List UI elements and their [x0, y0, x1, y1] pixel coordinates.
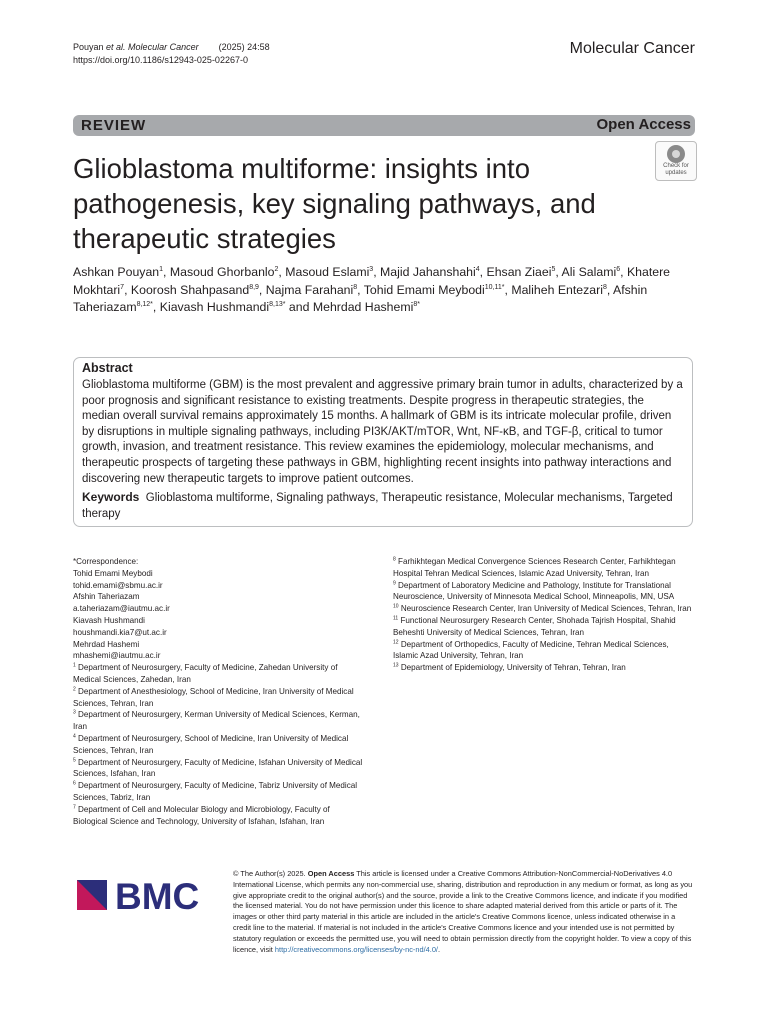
- footnote-number: 2: [73, 686, 76, 693]
- footnote-text: Department of Neurosurgery, School of Medicine, Iran University of Medical Sciences, Tehran, Iran: [73, 733, 349, 755]
- footnote-text: Department of Epidemiology, University of Tehran, Tehran, Iran: [400, 663, 626, 673]
- footnote-entry: [73, 650, 363, 662]
- author-affiliation-sup: 1: [159, 265, 164, 273]
- citation-year: (2025) 24:58: [218, 42, 270, 52]
- author-affiliation-sup: 5: [551, 265, 556, 273]
- badge-line2: updates: [665, 170, 687, 176]
- author-name-text: Khatere Mokhtari: [73, 265, 671, 297]
- keywords: [82, 490, 684, 522]
- footnote-number: 13: [393, 662, 399, 669]
- keywords-text: Glioblastoma multiforme, Signaling pathways, Therapeutic resistance, Molecular mechanisms, Targeted therapy: [82, 492, 673, 520]
- check-for-updates-badge[interactable]: [655, 141, 697, 181]
- citation-header: [73, 41, 270, 67]
- footnote-entry: [73, 686, 363, 710]
- author-name: [364, 283, 505, 297]
- author-name: [562, 265, 621, 279]
- footnote-number: 4: [73, 733, 76, 740]
- footnote-entry: [73, 709, 363, 733]
- footnote-text: Department of Anesthesiology, School of Medicine, Iran University of Medical Sciences, Tehran, Iran: [73, 686, 354, 708]
- footnote-text: Department of Neurosurgery, Faculty of Medicine, Zahedan University of Medical Sciences, Zahedan, Iran: [73, 663, 338, 684]
- footnote-entry: [73, 591, 363, 603]
- footnote-text: Neuroscience Research Center, Iran University of Medical Sciences, Tehran, Iran: [400, 604, 692, 614]
- author-name: [511, 283, 607, 297]
- license-open-access: Open Access: [307, 869, 355, 878]
- footnote-text: mhashemi@iautmu.ac.ir: [73, 651, 161, 661]
- author-name-text: Najma Farahani: [265, 282, 354, 297]
- keywords-label: Keywords: [82, 490, 140, 505]
- license-end: .: [437, 944, 441, 954]
- author-affiliation-sup: 8,12*: [136, 300, 153, 308]
- footnote-text: Department of Cell and Molecular Biology and Microbiology, Faculty of Biological Science and Technology, University of Isfahan, Isfahan, Iran: [73, 804, 330, 826]
- footnote-number: 9: [393, 579, 396, 586]
- footnote-entry: [73, 615, 363, 627]
- author-name: [266, 283, 357, 297]
- footnote-entry: [73, 627, 363, 639]
- badge-line1: Check for: [663, 163, 689, 169]
- author-name-text: Maliheh Entezari: [511, 282, 603, 297]
- footnote-entry: [393, 580, 693, 604]
- journal-name: Molecular Cancer: [569, 40, 695, 57]
- author-name: [131, 283, 259, 297]
- author-affiliation-sup: 6: [616, 265, 621, 273]
- author-name-text: Koorosh Shahpasand: [130, 282, 250, 297]
- footnote-entry: [73, 556, 363, 568]
- footnote-entry: [73, 757, 363, 781]
- footnote-text: houshmandi.kia7@ut.ac.ir: [73, 627, 167, 637]
- footnote-text: a.taheriazam@iautmu.ac.ir: [73, 604, 170, 614]
- author-name-text: Ashkan Pouyan: [73, 265, 160, 279]
- bmc-logo-text: BMC: [115, 876, 200, 914]
- author-name-text: Afshin Taheriazam: [73, 282, 648, 314]
- author-affiliation-sup: 8: [602, 283, 607, 291]
- author-name-text: Masoud Eslami: [285, 265, 370, 279]
- footnote-entry: [393, 556, 693, 580]
- author-affiliation-sup: 4: [475, 265, 480, 273]
- author-name-text: Kiavash Hushmandi: [159, 300, 270, 314]
- footnote-text: *Correspondence:: [73, 557, 139, 566]
- citation-journal: et al. Molecular Cancer: [106, 42, 199, 52]
- footnote-text: tohid.emami@sbmu.ac.ir: [73, 580, 163, 590]
- footnote-text: Department of Neurosurgery, Kerman University of Medical Sciences, Kerman, Iran: [73, 710, 360, 732]
- footnote-number: 3: [73, 709, 76, 716]
- author-name-text: Mehrdad Hashemi: [312, 300, 414, 314]
- footnote-entry: [73, 780, 363, 804]
- abstract-box: [73, 357, 693, 527]
- author-name-text: Ali Salami: [561, 265, 617, 279]
- footnotes-left: [73, 556, 363, 827]
- footnote-entry: [393, 615, 693, 639]
- footnote-entry: [73, 733, 363, 757]
- author-affiliation-sup: 8,13*: [269, 300, 286, 308]
- author-name-text: Masoud Ghorbanlo: [169, 265, 275, 279]
- footnote-entry: [73, 603, 363, 615]
- footnote-number: 10: [393, 603, 399, 610]
- open-access-label: Open Access: [596, 116, 691, 133]
- author-name-text: Ehsan Ziaei: [486, 265, 552, 279]
- author-affiliation-sup: 3: [369, 265, 374, 273]
- footnote-entry: [73, 804, 363, 828]
- author-name: [285, 265, 373, 279]
- footnote-text: Department of Laboratory Medicine and Pathology, Institute for Translational Neuroscience, University of Minnesota Medical School, Minneapolis, MN, USA: [393, 580, 675, 602]
- footnote-text: Kiavash Hushmandi: [73, 615, 145, 625]
- footnote-text: Mehrdad Hashemi: [73, 639, 140, 649]
- author-affiliation-sup: 8,9: [249, 283, 259, 291]
- citation-authors: Pouyan: [73, 42, 104, 52]
- author-name: [73, 265, 163, 279]
- footnote-entry: [73, 580, 363, 592]
- author-affiliation-sup: 10,11*: [484, 283, 505, 291]
- author-affiliation-sup: 7: [120, 283, 125, 291]
- author-affiliation-sup: 8: [353, 283, 358, 291]
- footnote-number: 11: [393, 615, 399, 622]
- author-name-text: Majid Jahanshahi: [380, 265, 476, 279]
- license-text: [233, 869, 695, 955]
- footnote-text: Functional Neurosurgery Research Center, Shohada Tajrish Hospital, Shahid Beheshti University of Medical Sciences, Tehran, Iran: [393, 615, 676, 637]
- license-body: This article is licensed under a Creative Commons Attribution-NonCommercial-NoDerivatives 4.0 International License, which permits any non-commercial use, sharing, distribution and reproduction in any medium or format, as long as you give appropriate credit to the original author(s) and the source, provide a link to the Creative Commons licence, and indicate if you modified the licensed material. You do not have permission under this licence to share adapted material derived from this article or parts of it. The images or other third party material in this article are included in the article's Creative Commons licence, unless indicated otherwise in a credit line to the material. If material is not included in the article's Creative Commons licence and your intended use is not permitted by statutory regulation or exceeds the permitted use, you will need to obtain permission directly from the copyright holder. To view a copy of this licence, visit: [233, 869, 693, 954]
- footnote-entry: [73, 662, 363, 686]
- footnotes-right: [393, 556, 693, 674]
- author-name: [160, 300, 286, 314]
- footnote-number: 7: [73, 804, 76, 811]
- check-updates-icon: [667, 145, 685, 163]
- license-url[interactable]: http://creativecommons.org/licenses/by-nc-nd/4.0/: [274, 944, 438, 954]
- article-type-banner: [73, 115, 695, 136]
- footnote-number: 5: [73, 756, 76, 763]
- author-name: [313, 300, 420, 314]
- footnote-text: Farhikhtegan Medical Convergence Sciences Research Center, Farhikhtegan Hospital Tehran Medical Sciences, Islamic Azad University, Tehran, Iran: [393, 557, 676, 578]
- author-name: [487, 265, 556, 279]
- author-list: Ashkan Pouyan$^1$, Masoud Ghorbanlo$^2$, Masoud Eslami$^3$, Majid Jahanshahi$^4$, Ehsan Ziaei$^5$, Ali Salami$^6$, Khatere Mokhtari$^7$, Koorosh Shahpasand$^{8,9}$, Najma Farahani$^8$, Tohid Emami Meybodi$^{10,11*}$, Maliheh Entezari$^8$, Afshin Taheriazam$^{8,12*}$, Kiavash Hushmandi$^{8,13*}$ and Mehrdad Hashemi$^{8*}$: [73, 265, 671, 314]
- footnote-entry: [73, 639, 363, 651]
- footnote-number: 6: [73, 780, 76, 787]
- bmc-logo: [77, 876, 213, 914]
- footnote-text: Department of Neurosurgery, Faculty of Medicine, Isfahan University of Medical Sciences, Isfahan, Iran: [73, 757, 363, 779]
- author-affiliation-sup: 8*: [413, 300, 420, 308]
- article-title: Glioblastoma multiforme: insights into pathogenesis, key signaling pathways, and therapeutic strategies: [73, 153, 596, 254]
- abstract-heading: Abstract: [82, 361, 133, 375]
- footnote-entry: [393, 662, 693, 674]
- footnote-number: 12: [393, 638, 399, 645]
- author-name: [170, 265, 279, 279]
- footnote-text: Department of Orthopedics, Faculty of Medicine, Tehran Medical Sciences, Islamic Azad University, Tehran, Iran: [393, 639, 669, 661]
- footnote-entry: [393, 639, 693, 663]
- doi-link[interactable]: https://doi.org/10.1186/s12943-025-02267-0: [73, 55, 248, 65]
- abstract-text: Glioblastoma multiforme (GBM) is the most prevalent and aggressive primary brain tumor in adults, characterized by a poor prognosis and significant resistance to existing treatments. Despite progress in therapeutic strategies, the median overall survival remains approximately 15 months. A hallmark of GBM is its intricate molecular profile, driven by disruptions in multiple signaling pathways, including PI3K/AKT/mTOR, Wnt, NF-κB, and TGF-β, critical to tumor growth, invasion, and treatment resistance. This review examines the epidemiology, molecular mechanisms, and therapeutic prospects of targeting these pathways in GBM, highlighting recent insights into pathway interactions and discovering new therapeutic targets to improve patient outcomes.: [82, 379, 683, 485]
- license-copyright: © The Author(s) 2025.: [233, 869, 306, 878]
- footnote-entry: [73, 568, 363, 580]
- footnote-text: Afshin Taheriazam: [73, 592, 140, 602]
- footnote-number: 1: [73, 662, 76, 669]
- footnote-text: Tohid Emami Meybodi: [73, 568, 153, 578]
- author-affiliation-sup: 2: [274, 265, 279, 273]
- footnote-number: 8: [393, 556, 396, 563]
- author-name-text: Tohid Emami Meybodi: [363, 282, 485, 297]
- footnote-entry: [393, 603, 693, 615]
- footnote-text: Department of Neurosurgery, Faculty of Medicine, Tabriz University of Medical Sciences, Tabriz, Iran: [73, 781, 358, 802]
- author-name: [380, 265, 480, 279]
- article-type-label: REVIEW: [81, 117, 147, 134]
